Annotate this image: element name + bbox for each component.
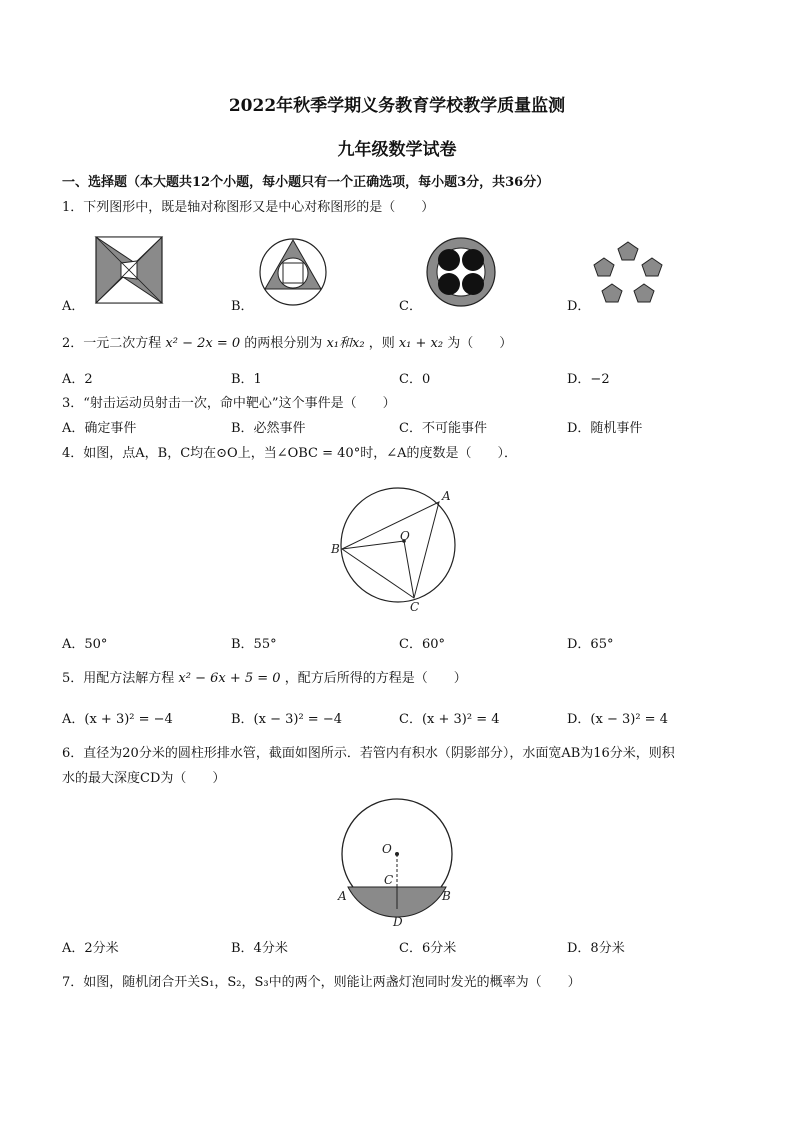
q3-option-a: A．确定事件 [62,421,137,436]
q1-figure-a [95,236,163,304]
q6-option-c: C．6分米 [399,941,457,956]
q4-label-c: C [410,600,420,614]
q3-option-b: B．必然事件 [231,421,306,436]
q3-option-c: C．不可能事件 [399,421,487,436]
q6-label-a: A [338,889,347,903]
q2-option-a: A．2 [62,372,93,387]
q6-label-b: B [442,889,451,903]
q4-option-c: C．60° [399,637,445,652]
q4-option-a: A．50° [62,637,108,652]
q4-figure [328,485,468,615]
q4-label-b: B [331,542,340,556]
q5-option-b: B．(x − 3)² = −4 [231,712,342,727]
q5-prefix: 5．用配方法解方程 [62,671,175,686]
q3-stem: 3．“射击运动员射击一次，命中靶心”这个事件是（ ） [62,396,396,411]
q4-label-a: A [442,489,451,503]
exam-subtitle: 九年级数学试卷 [337,140,457,160]
q6-label-d: D [393,915,403,929]
q7-stem: 7．如图，随机闭合开关S₁，S₂，S₃中的两个，则能让两盏灯泡同时发光的概率为（ ） [62,975,581,990]
section-heading: 一、选择题（本大题共12个小题，每小题只有一个正确选项，每小题3分，共36分） [62,175,550,190]
q1-figure-b [258,237,328,307]
q6-option-b: B．4分米 [231,941,288,956]
q4-label-o: O [400,529,410,543]
q5-suffix: ，配方后所得的方程是（ ） [284,671,467,686]
q2-option-b: B．1 [231,372,262,387]
q6-line1: 6．直径为20分米的圆柱形排水管，截面如图所示．若管内有积水（阴影部分），水面宽AB为16分米，则积 [62,746,675,761]
q1-stem: 1．下列图形中，既是轴对称图形又是中心对称图形的是（ ） [62,200,435,215]
q5-equation: x² − 6x + 5 = 0 [178,671,281,686]
q6-label-o: O [382,842,392,856]
q2-mid1: 的两根分别为 [244,336,323,351]
q4-stem: 4．如图，点A，B，C均在⊙O上，当∠OBC = 40°时，∠A的度数是（ ）． [62,446,517,461]
q5-option-c: C．(x + 3)² = 4 [399,712,500,727]
q5-option-d: D．(x − 3)² = 4 [567,712,668,727]
q5-option-a: A．(x + 3)² = −4 [62,712,173,727]
q4-option-b: B．55° [231,637,277,652]
q2-option-c: C．0 [399,372,431,387]
exam-title: 2022年秋季学期义务教育学校教学质量监测 [228,96,566,116]
q1-option-a: A． [62,299,85,314]
q1-option-d: D． [567,299,591,314]
q2-prefix: 2．一元二次方程 [62,336,162,351]
q1-figure-c [426,237,496,307]
q4-option-d: D．65° [567,637,614,652]
q2-stem [62,336,512,352]
q1-option-b: B． [231,299,254,314]
q6-figure [330,800,460,935]
q2-equation: x² − 2x = 0 [165,336,241,351]
q6-option-a: A．2分米 [62,941,119,956]
q6-label-c: C [384,873,394,887]
q2-option-d: D．−2 [567,372,610,387]
q6-option-d: D．8分米 [567,941,625,956]
q6-line2: 水的最大深度CD为（ ） [62,771,226,786]
q2-suffix: 为（ ） [447,336,513,351]
q3-option-d: D．随机事件 [567,421,643,436]
q2-mid2: ，则 [368,336,395,351]
q5-stem [62,671,467,687]
q2-roots: x₁和x₂ [326,336,365,351]
q2-sum: x₁ + x₂ [398,336,444,351]
q1-option-c: C． [399,299,422,314]
q1-figure-d [592,240,664,308]
